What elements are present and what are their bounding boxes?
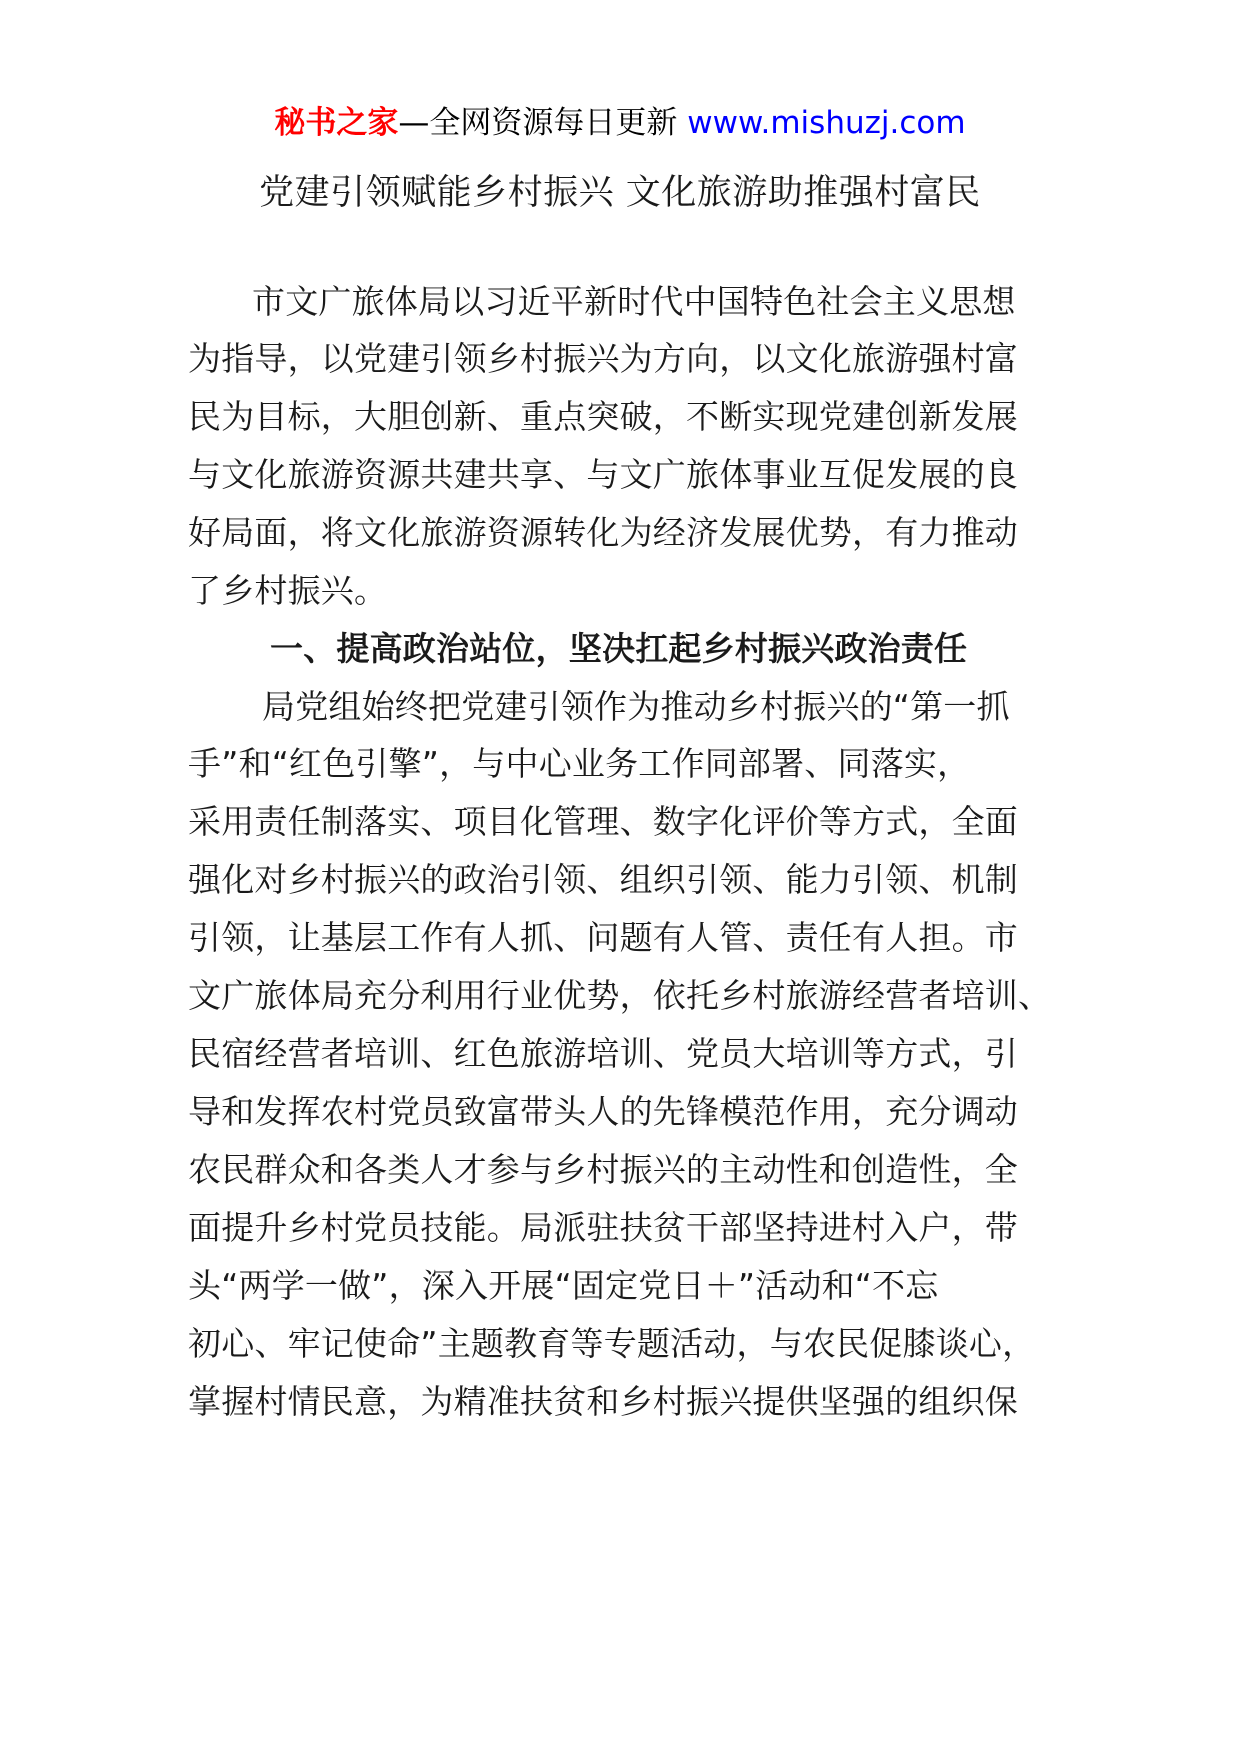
paragraph-line: 采用责任制落实、项目化管理、数字化评价等方式，全面 [188,802,1018,841]
paragraph-line: 引领，让基层工作有人抓、问题有人管、责任有人担。市 [188,918,1018,957]
section-heading: 一、提高政治站位，坚决扛起乡村振兴政治责任 [270,629,968,668]
site-url-link[interactable]: www.mishuzj.com [687,105,966,141]
banner-slogan: —全网资源每日更新 [398,105,678,141]
paragraph-line: 强化对乡村振兴的政治引领、组织引领、能力引领、机制 [188,860,1018,899]
paragraph-line: 导和发挥农村党员致富带头人的先锋模范作用，充分调动 [188,1092,1018,1131]
paragraph-line: 局党组始终把党建引领作为推动乡村振兴的“第一抓 [262,687,1010,726]
paragraph-line: 手”和“红色引擎”，与中心业务工作同部署、同落实， [188,744,971,783]
paragraph-line: 了乡村振兴。 [188,571,388,610]
paragraph-line: 好局面，将文化旅游资源转化为经济发展优势，有力推动 [188,513,1018,552]
brand-name: 秘书之家 [274,105,399,141]
paragraph-line: 文广旅体局充分利用行业优势，依托乡村旅游经营者培训、 [188,976,1052,1015]
document-title: 党建引领赋能乡村振兴 文化旅游助推强村富民 [259,173,981,213]
paragraph-line: 农民群众和各类人才参与乡村振兴的主动性和创造性，全 [188,1150,1018,1189]
paragraph-line: 面提升乡村党员技能。局派驻扶贫干部坚持进村入户，带 [188,1208,1018,1247]
paragraph-line: 与文化旅游资源共建共享、与文广旅体事业互促发展的良 [188,455,1018,494]
paragraph-line: 为指导，以党建引领乡村振兴为方向，以文化旅游强村富 [188,339,1018,378]
paragraph-line: 民宿经营者培训、红色旅游培训、党员大培训等方式，引 [188,1034,1018,1073]
site-banner [0,103,1240,143]
paragraph-line: 头“两学一做”，深入开展“固定党日＋”活动和“不忘 [188,1266,939,1305]
paragraph-line: 初心、牢记使命”主题教育等专题活动，与农民促膝谈心， [188,1324,1036,1363]
paragraph-line: 民为目标，大胆创新、重点突破，不断实现党建创新发展 [188,397,1018,436]
paragraph-line: 市文广旅体局以习近平新时代中国特色社会主义思想 [252,282,1016,321]
paragraph-line: 掌握村情民意，为精准扶贫和乡村振兴提供坚强的组织保 [188,1382,1018,1421]
